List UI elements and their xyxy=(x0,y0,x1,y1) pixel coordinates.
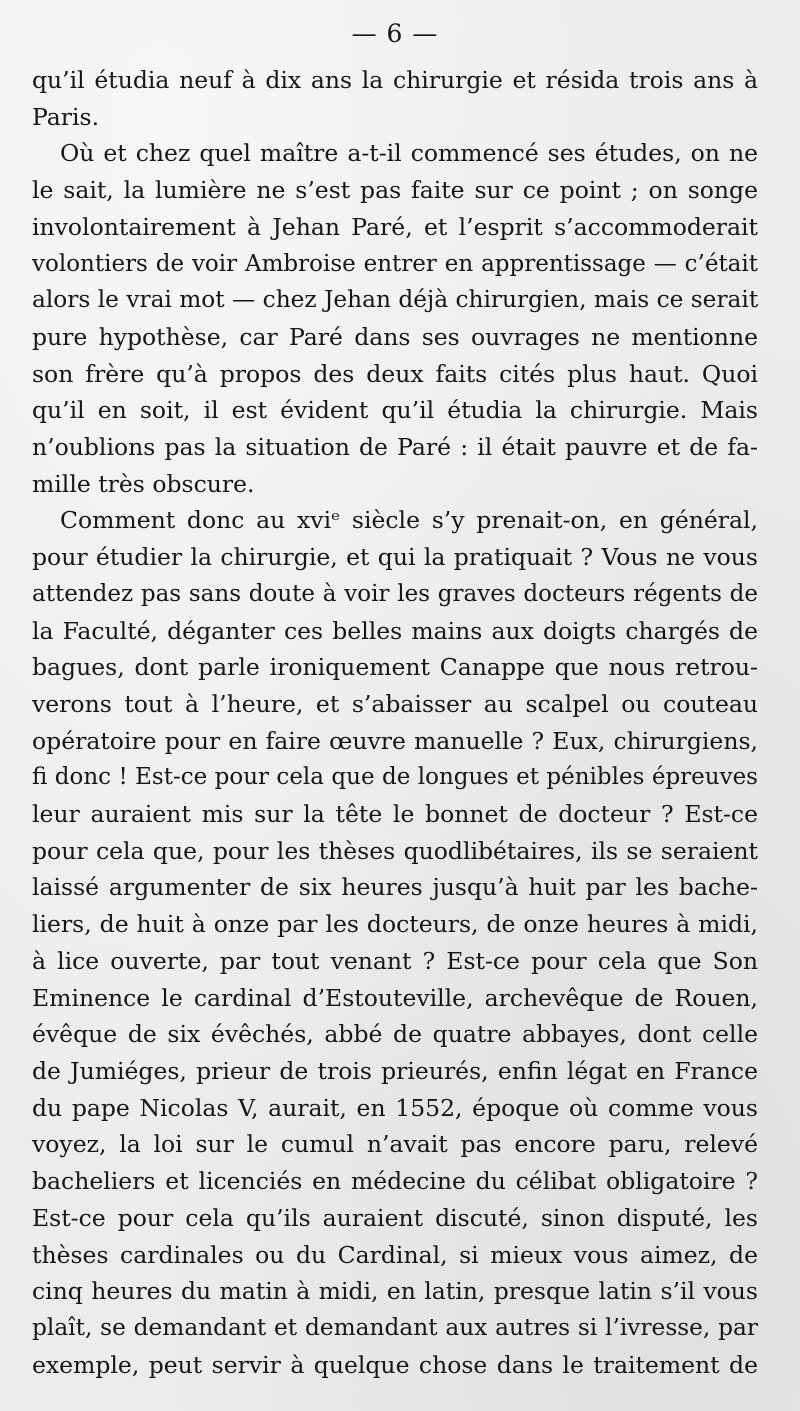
text-line: laissé argumenter de six heures jusqu’à huit par les bache- xyxy=(32,873,758,902)
text-line: voyez, la loi sur le cumul n’avait pas encore paru, relevé xyxy=(32,1130,758,1159)
text-line: volontiers de voir Ambroise entrer en apprentissage — c’était xyxy=(32,250,758,277)
text-line: Eminence le cardinal d’Estouteville, archevêque de Rouen, xyxy=(32,983,758,1012)
text-line: pure hypothèse, car Paré dans ses ouvrages ne mentionne xyxy=(32,322,758,351)
text-line: qu’il en soit, il est évident qu’il étudia la chirurgie. Mais xyxy=(32,396,758,425)
text-line: pour cela que, pour les thèses quodlibétaires, ils se seraient xyxy=(32,836,758,865)
text-line: plaît, se demandant et demandant aux autres si l’ivresse, par xyxy=(32,1313,758,1341)
text-line: la Faculté, déganter ces belles mains aux doigts chargés de xyxy=(32,616,758,645)
text-line: involontairement à Jehan Paré, et l’esprit s’accommoderait xyxy=(32,212,758,241)
text-line: évêque de six évêchés, abbé de quatre abbayes, dont celle xyxy=(32,1020,758,1049)
body-text xyxy=(32,62,758,1383)
text-line: le sait, la lumière ne s’est pas faite sur ce point ; on songe xyxy=(32,176,758,205)
text-line: verons tout à l’heure, et s’abaisser au scalpel ou couteau xyxy=(32,689,758,718)
text-line: liers, de huit à onze par les docteurs, de onze heures à midi, xyxy=(32,910,758,939)
text-line: attendez pas sans doute à voir les graves docteurs régents de xyxy=(32,580,758,607)
text-line: son frère qu’à propos des deux faits cités plus haut. Quoi xyxy=(32,359,758,388)
text-line: de Jumiéges, prieur de trois prieurés, enfin légat en France xyxy=(32,1056,758,1085)
text-line: à lice ouverte, par tout venant ? Est-ce pour cela que Son xyxy=(32,946,758,975)
text-line: exemple, peut servir à quelque chose dans le traitement de xyxy=(32,1350,758,1379)
text-line: leur auraient mis sur la tête le bonnet de docteur ? Est-ce xyxy=(32,800,758,829)
text-line: fi donc ! Est-ce pour cela que de longues et pénibles épreuves xyxy=(32,764,758,791)
page-number: — 6 — xyxy=(351,19,439,48)
text-line: pour étudier la chirurgie, et qui la pratiquait ? Vous ne vous xyxy=(32,543,758,572)
text-line: cinq heures du matin à midi, en latin, presque latin s’il vous xyxy=(32,1277,758,1306)
text-line: Comment donc au xviᵉ siècle s’y prenait-on, en général, xyxy=(60,506,758,535)
text-line: qu’il étudia neuf à dix ans la chirurgie et résida trois ans à xyxy=(32,66,758,94)
text-line: opératoire pour en faire œuvre manuelle ? Eux, chirurgiens, xyxy=(32,726,758,755)
text-line: thèses cardinales ou du Cardinal, si mieux vous aimez, de xyxy=(32,1240,758,1269)
text-line: du pape Nicolas V, aurait, en 1552, époque où comme vous xyxy=(32,1093,758,1122)
text-line: n’oublions pas la situation de Paré : il était pauvre et de fa- xyxy=(32,433,758,462)
text-line: bagues, dont parle ironiquement Canappe que nous retrou- xyxy=(32,653,758,682)
text-line: alors le vrai mot — chez Jehan déjà chirurgien, mais ce serait xyxy=(32,286,759,314)
text-line: Où et chez quel maître a-t-il commencé ses études, on ne xyxy=(60,139,758,168)
text-line: mille très obscure. xyxy=(32,469,255,498)
text-line: bacheliers et licenciés en médecine du célibat obligatoire ? xyxy=(32,1167,758,1196)
text-line: Paris. xyxy=(32,102,100,131)
text-line: Est-ce pour cela qu’ils auraient discuté, sinon disputé, les xyxy=(32,1203,758,1232)
